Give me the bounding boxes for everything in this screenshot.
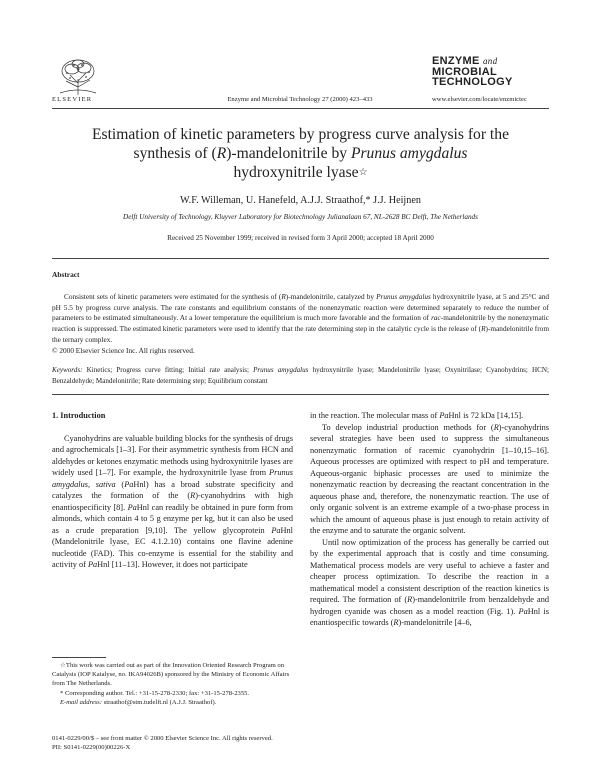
journal-logo-word: and bbox=[483, 56, 498, 66]
text-fragment: ( bbox=[115, 479, 125, 489]
text-fragment: R bbox=[493, 422, 499, 432]
keywords-label: Keywords: bbox=[52, 366, 83, 374]
text-fragment: Prunus amygdalus, sativa bbox=[52, 468, 293, 489]
abstract-top-divider bbox=[52, 258, 549, 259]
text-fragment: )-cyanohydrins with high enantiospecificity [8]. bbox=[52, 491, 293, 512]
text-fragment: in the reaction. The molecular mass of bbox=[310, 411, 440, 420]
text-fragment: R bbox=[190, 491, 196, 500]
footnote: * Corresponding author. Tel.: +31-15-278-2330; fax: +31-15-278-2355. bbox=[60, 689, 250, 697]
text-fragment: Pa bbox=[124, 479, 134, 489]
title-fragment: Prunus amygdalus bbox=[350, 145, 468, 162]
title-fragment: hydroxynitrile lyase bbox=[233, 164, 359, 181]
elsevier-tree-logo bbox=[52, 57, 104, 97]
text-fragment: Hnl (Mandelonitrile lyase, EC 4.1.2.10) contains one flavine adenine nucleotide (FAD). This co-enzyme is essential for the stability and activity of bbox=[52, 525, 293, 569]
journal-website[interactable]: www.elsevier.com/locate/enzmictec bbox=[432, 96, 527, 103]
title-fragment: synthesis of ( bbox=[133, 145, 217, 162]
abstract-fragment: -mandelonitrile by the nonenzymatic reaction is suppressed. The estimated kinetic parameters were used to identify that the rate determining step in the catalytic cycle is the release of ( bbox=[52, 313, 549, 334]
title-footnote-marker[interactable]: ☆ bbox=[358, 167, 368, 178]
pii-line: PII: S0141-0229(00)00226-X bbox=[52, 744, 131, 752]
right-column bbox=[310, 410, 549, 629]
abstract-fragment: rac bbox=[431, 313, 441, 323]
text-fragment: Pa bbox=[87, 560, 98, 569]
keywords-fragment: Prunus amygdalus bbox=[253, 366, 309, 374]
title-line: Estimation of kinetic parameters by progress curve analysis for the bbox=[91, 126, 509, 143]
affiliation: Delft University of Technology, Kluyver Laboratory for Biotechnology Julianalaan 67, NL-2628 BC Delft, The Netherlands bbox=[123, 213, 478, 221]
footnote: ☆This work was carried out as part of the Innovation Oriented Research Program on Catalysis (IOP Katalyse, no. IKA94026B) sponsored by the Ministry of Economic Affairs from The Netherlands. bbox=[52, 662, 290, 688]
text-fragment: Pa bbox=[271, 525, 281, 535]
text-fragment: Hnl [11–13]. However, it does not participate bbox=[97, 560, 248, 569]
keywords-bottom-divider bbox=[52, 394, 549, 395]
title-line bbox=[52, 144, 549, 163]
text-fragment: To develop industrial production methods for ( bbox=[322, 422, 494, 432]
keywords bbox=[52, 365, 549, 386]
text-fragment: Pa bbox=[127, 502, 137, 512]
text-fragment: Hnl is 72 kDa [14,15]. bbox=[448, 411, 524, 420]
footnote bbox=[52, 698, 293, 707]
email-address[interactable]: straathof@stm.tudelft.nl (A.J.J. Straathof). bbox=[102, 698, 217, 706]
section-heading: 1. Introduction bbox=[52, 411, 106, 420]
abstract-fragment: R bbox=[281, 292, 286, 301]
paragraph bbox=[52, 433, 293, 571]
header-divider bbox=[52, 108, 549, 109]
text-fragment: )-cyanohydrins several strategies have been used to suppress the simultaneous nonenzymatic formation of racemic cyanohydrin [1–10,15–16]. Aqueous processes are optimized with respect to pH and temperature. Aqueous-organic biphasic processes are used to minimize the nonenzymatic reaction by decreasing the reactant concentration in the aqueous phase and, therefore, the nonenzymatic reaction. The use of only organic solvent is an extreme example of a two-phase process in which the amount of aqueous phase is just enough to retain activity of the enzyme and to saturate the organic solvent. bbox=[310, 422, 549, 535]
abstract-body bbox=[52, 292, 549, 356]
title-fragment: R bbox=[216, 145, 227, 162]
keywords-fragment: hydroxynitrile lyase; Mandelonitrile lyase; Oxynitrilase; Cyanohydrins; HCN; Benzaldehyde; Mandelonitrile; Rate determining step; Equilibrium constant bbox=[52, 366, 549, 385]
paragraph bbox=[310, 537, 549, 629]
text-fragment: R bbox=[407, 595, 413, 604]
copyright-line: © 2000 Elsevier Science Inc. All rights reserved. bbox=[52, 345, 195, 355]
abstract-fragment: Prunus amygdalus bbox=[376, 292, 431, 301]
text-fragment: Cyanohydrins are valuable building blocks for the synthesis of drugs and agrochemicals [1–3]. For their asymmetric synthesis from HCN and aldehydes or ketones enzymatic methods using hydroxynitrile lyases are widely used [1–7]. For example, the hydroxynitrile lyase from bbox=[52, 433, 293, 477]
issn-line: 0141-0229/00/$ – see front matter © 2000 Elsevier Science Inc. All rights reserved. bbox=[52, 735, 273, 742]
abstract-fragment: hydroxynitrile lyase, at 5 and 25°C and pH 5.5 by progress curve analysis. The rate constants and equilibrium constants of the nonenzymatic reaction were determined separately to reduce the number of parameters to be estimated simultaneously. At a lower temperature the equilibrium is much more favorable and the formation of bbox=[52, 292, 549, 323]
text-fragment: R bbox=[393, 618, 399, 627]
author-list: W.F. Willeman, U. Hanefeld, A.J.J. Straathof,* J.J. Heijnen bbox=[180, 195, 421, 206]
page-footer bbox=[52, 734, 273, 753]
journal-citation: Enzyme and Microbial Technology 27 (2000) 423–433 bbox=[227, 96, 373, 103]
footnotes bbox=[52, 661, 293, 707]
paragraph bbox=[310, 422, 549, 537]
title-line bbox=[52, 163, 549, 182]
publisher-logo-text: ELSEVIER bbox=[52, 96, 93, 103]
abstract-fragment: )-mandelonitrile, catalyzed by bbox=[285, 292, 377, 301]
abstract-fragment: Consistent sets of kinetic parameters were estimated for the synthesis of ( bbox=[64, 292, 282, 301]
journal-logo-word: TECHNOLOGY bbox=[432, 76, 513, 88]
abstract-fragment: )-mandelonitrile from the ternary complex. bbox=[52, 324, 549, 344]
text-fragment: )-mandelonitrile from benzaldehyde and hydrogen cyanide was chosen as a model reaction (Fig. 1). bbox=[310, 595, 549, 616]
text-fragment: Pa bbox=[439, 411, 449, 420]
email-label: E-mail address: bbox=[60, 698, 103, 706]
text-fragment: )-mandelonitrile [4–6, bbox=[398, 618, 472, 627]
received-dates: Received 25 November 1999; received in revised form 3 April 2000; accepted 18 April 2000 bbox=[167, 234, 434, 242]
text-fragment: Until now optimization of the process has generally be carried out by the experimental approach that is costly and time consuming. Mathematical process models are very useful to achieve a faster and cheaper process optimization. To describe the reaction in a mathematical model a consistent description of the reaction kinetics is required. The formation of ( bbox=[310, 537, 549, 604]
text-fragment: Pa bbox=[518, 606, 528, 616]
title-fragment: )-mandelonitrile by bbox=[226, 145, 351, 162]
text-fragment: Hnl can readily be obtained in pure form from almonds, which contain 4 to 5 g enzyme per kg, but it can also be used as a crude preparation [9,10]. The yellow glycoprotein bbox=[52, 502, 293, 535]
journal-logo-word: ENZYME bbox=[432, 55, 480, 67]
journal-logo bbox=[432, 56, 550, 90]
text-fragment: Hnl is enantiospecific towards ( bbox=[310, 606, 549, 627]
keywords-fragment: Kinetics; Progress curve fitting; Initial rate analysis; bbox=[82, 366, 254, 374]
paragraph bbox=[310, 410, 549, 422]
abstract-heading: Abstract bbox=[52, 270, 80, 279]
left-column bbox=[52, 410, 293, 571]
text-fragment: Hnl) has a broad substrate specificity and catalyzes the formation of the ( bbox=[52, 479, 294, 500]
article-title bbox=[52, 125, 549, 182]
journal-logo-word: MICROBIAL bbox=[432, 66, 498, 78]
footnote-divider bbox=[52, 657, 106, 658]
abstract-fragment: R bbox=[481, 324, 486, 334]
